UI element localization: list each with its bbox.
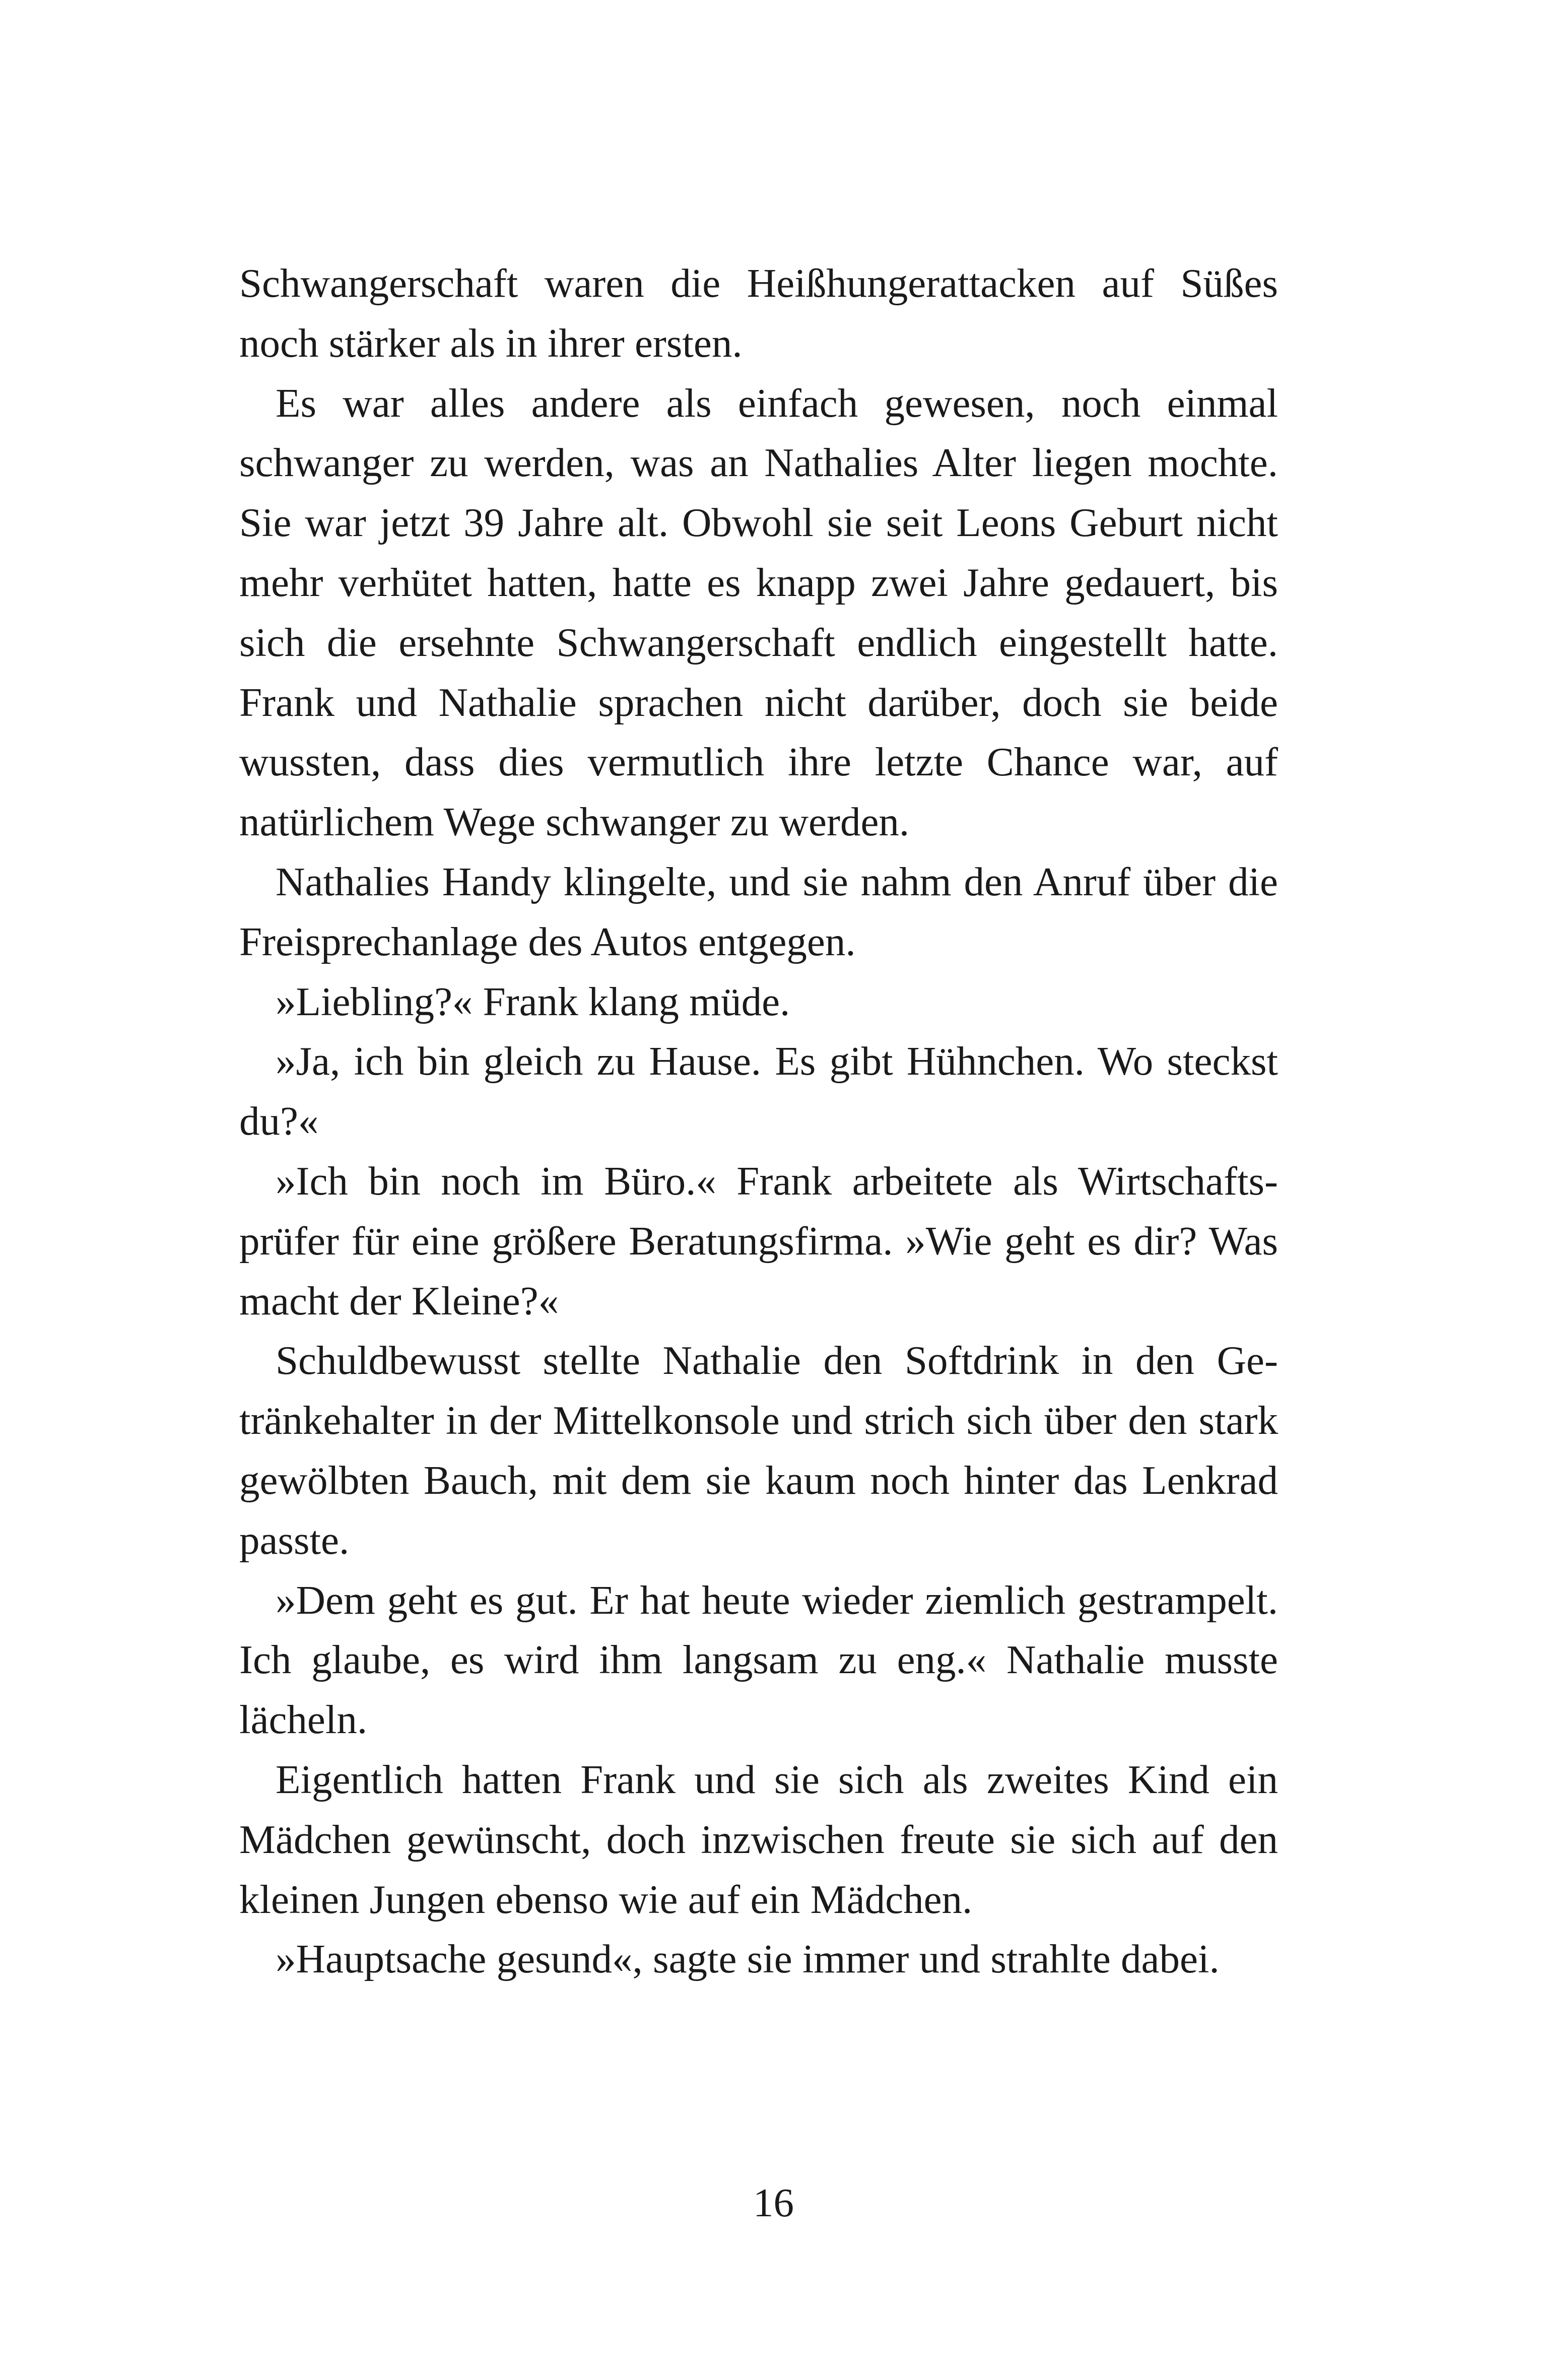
paragraph-10: »Hauptsache gesund«, sagte sie immer und strahlte dabei. [276, 1936, 1220, 1982]
body-text [239, 253, 1278, 1989]
paragraph-7: Schuldbewusst stellte Nathalie den Softdrink in den Getränkehalter in der Mittelkonsole und strich sich über den stark gewölbten Bauch, mit dem sie kaum noch hinter das Lenkrad passte. [239, 1338, 1278, 1563]
paragraph-1: Schwangerschaft waren die Heißhungerattacken auf Süßes noch stärker als in ihrer ersten. [239, 260, 1278, 366]
paragraph-4: »Liebling?« Frank klang müde. [276, 978, 790, 1024]
paragraph-6: »Ich bin noch im Büro.« Frank arbeitete als Wirtschaftsprüfer für eine größere Beratungsfirma. »Wie geht es dir? Was macht der Kleine?« [239, 1158, 1278, 1324]
paragraph-8: »Dem geht es gut. Er hat heute wieder ziemlich gestrampelt. Ich glaube, es wird ihm langsam zu eng.« Nathalie musste lächeln. [239, 1577, 1278, 1743]
paragraph-3: Nathalies Handy klingelte, und sie nahm den Anruf über die Freisprechanlage des Autos entgegen. [239, 858, 1278, 964]
paragraph-5: »Ja, ich bin gleich zu Hause. Es gibt Hühnchen. Wo steckst du?« [239, 1038, 1278, 1144]
paragraph-9: Eigentlich hatten Frank und sie sich als zweites Kind ein Mädchen gewünscht, doch inzwischen freute sie sich auf den kleinen Jungen ebenso wie auf ein Mädchen. [239, 1756, 1278, 1922]
paragraph-2: Es war alles andere als einfach gewesen, noch einmal schwanger zu werden, was an Nathalies Alter liegen mochte. Sie war jetzt 39 Jahre alt. Obwohl sie seit Leons Geburt nicht mehr verhütet hatten, hatte es knapp zwei Jahre gedauert, bis sich die ersehnte Schwangerschaft endlich eingestellt hatte. Frank und Nathalie sprachen nicht darüber, doch sie beide wussten, dass dies vermutlich ihre letzte Chance war, auf natürlichem Wege schwanger zu werden. [239, 380, 1278, 845]
page-number: 16 [753, 2180, 794, 2225]
